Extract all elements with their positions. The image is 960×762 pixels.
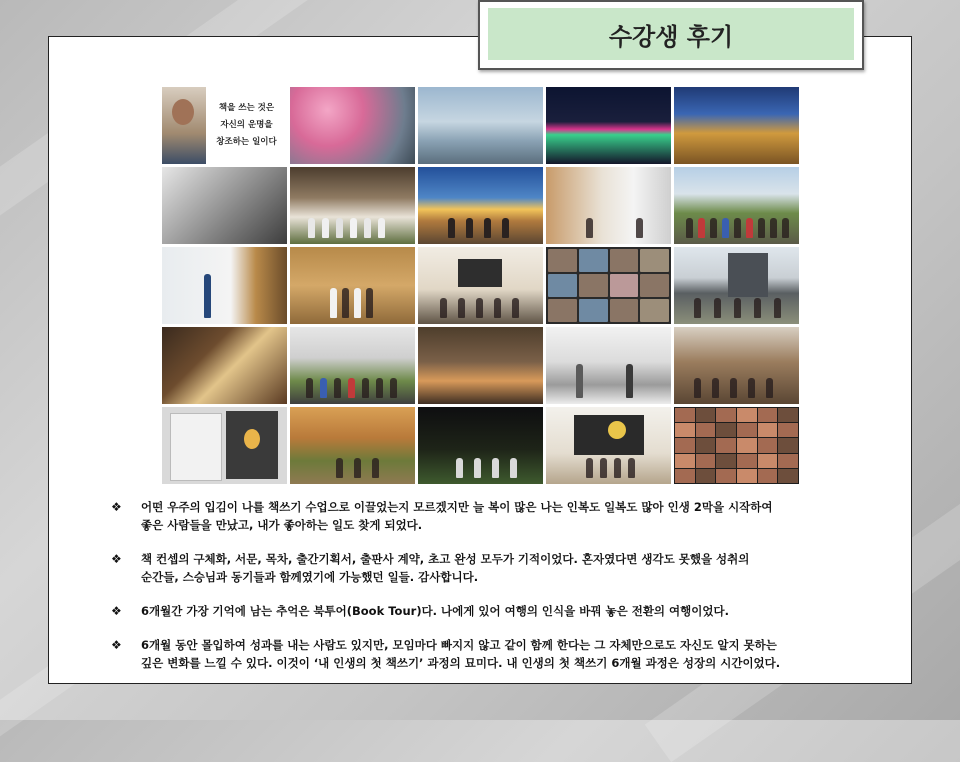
photo-beach-sunset [418,167,543,244]
photo-celebration [418,327,543,404]
photo-group-stage [290,247,415,324]
photo-autumn-park [290,407,415,484]
photo-man-cap-bw [162,167,287,244]
photo-gallery-group [546,407,671,484]
testimonial-line: 책 컨셉의 구체화, 서문, 목차, 출간기획서, 출판사 계약, 초고 완성 모두가 기적이었다. 혼자였다면 생각도 못했을 성취의 [141,552,750,566]
testimonial-item [111,498,871,534]
testimonial-item [111,636,871,672]
author-photo [162,87,206,164]
quote-line: 자신의 운명을 [220,120,273,130]
photo-collage [162,87,798,484]
testimonial-line: 어떤 우주의 입김이 나를 책쓰기 수업으로 이끌었는지 모르겠지만 늘 복이 많은 나는 인복도 일복도 많아 인생 2막을 시작하여 [141,500,773,514]
bullet-icon: ❖ [111,500,122,514]
testimonial-line: 좋은 사람들을 만났고, 내가 좋아하는 일도 찾게 되었다. [141,518,423,532]
photo-online-meeting [674,407,799,484]
testimonial-item [111,550,871,586]
quote-line: 창조하는 일이다 [216,137,277,147]
photo-gallery-visit [418,247,543,324]
photo-night-lights [546,87,671,164]
quote-line: 책을 쓰는 것은 [218,103,275,113]
slide-title: 수강생 후기 [488,8,854,60]
testimonial-line: 6개월간 가장 기억에 남는 추억은 북투어(Book Tour)다. 나에게 있어 여행의 인식을 바꿔 놓은 전환의 여행이었다. [141,604,729,618]
testimonial-line: 깊은 변화를 느낄 수 있다. 이것이 ‘내 인생의 첫 책쓰기’ 과정의 묘미다. 내 인생의 첫 책쓰기 6개월 과정은 성장의 시간이었다. [141,656,781,670]
title-box [478,0,864,70]
testimonial-item [111,602,871,620]
photo-group-books [290,327,415,404]
testimonial-line: 6개월 동안 몰입하여 성과를 내는 사람도 있지만, 모임마다 빠지지 않고 같이 함께 한다는 그 자체만으로도 자신도 알지 못하는 [141,638,777,652]
photo-night-dance [418,407,543,484]
photo-cathedral-night [674,87,799,164]
testimonial-line: 순간들, 스승님과 동기들과 함께였기에 가능했던 일들. 감사합니다. [141,570,479,584]
photo-bookstore-visit [546,167,671,244]
bullet-icon: ❖ [111,552,122,566]
photo-calligraphy-cake [162,327,287,404]
photo-harbor-dusk [418,87,543,164]
photo-cafe-group [674,327,799,404]
bullet-icon: ❖ [111,638,122,652]
quote-text [206,87,287,164]
author-quote-tile [162,87,287,164]
testimonial-list [111,498,871,688]
photo-lecture [162,247,287,324]
photo-video-call [546,247,671,324]
bullet-icon: ❖ [111,604,122,618]
photo-group-outdoor [674,167,799,244]
photo-building-jump [674,247,799,324]
photo-blossom-temple [290,87,415,164]
photo-bookstore-gathering [546,327,671,404]
photo-book-covers [162,407,287,484]
photo-group-hanok [290,167,415,244]
